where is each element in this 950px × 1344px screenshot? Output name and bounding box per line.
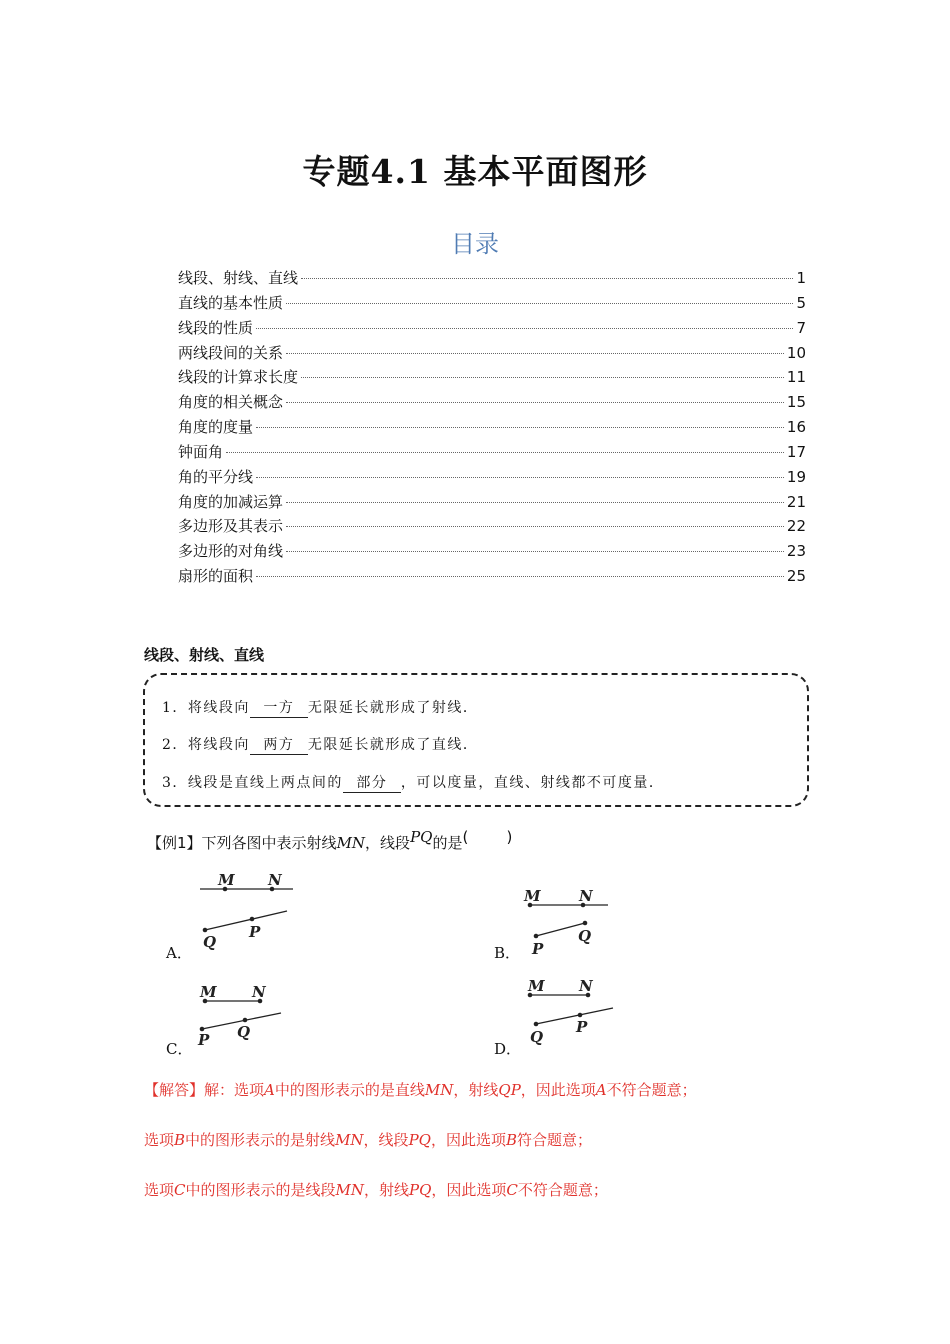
label-q: Q: [237, 1023, 251, 1041]
ray-qp: [205, 911, 287, 930]
table-of-contents: [178, 267, 806, 590]
toc-leader: [286, 353, 784, 354]
point-q: [203, 928, 208, 933]
toc-item-label: 多边形的对角线: [178, 542, 284, 561]
label-q: Q: [530, 1028, 544, 1046]
toc-item[interactable]: [178, 267, 806, 292]
toc-leader: [226, 452, 784, 453]
option-d-figure: [526, 976, 618, 1048]
math-var: MN: [335, 1131, 364, 1149]
point-q: [583, 921, 588, 926]
answer-text: 不符合题意；: [517, 1181, 608, 1199]
knowledge-num: 1．: [162, 700, 188, 716]
label-m: M: [528, 977, 545, 995]
toc-item-label: 直线的基本性质: [178, 293, 284, 312]
toc-item-label: 两线段间的关系: [178, 343, 284, 362]
knowledge-text: ，可以度量，直线、射线都不可度量．: [400, 775, 665, 791]
label-m: M: [218, 871, 235, 889]
toc-item-label: 线段的计算求长度: [178, 368, 299, 387]
toc-item-page: 17: [786, 442, 806, 461]
label-p: P: [532, 940, 544, 958]
label-p: P: [249, 923, 261, 941]
math-var: MN: [336, 834, 366, 852]
knowledge-text: 无限延长就形成了射线．: [307, 700, 479, 716]
answer-line: [144, 1129, 592, 1150]
math-var: A: [264, 1081, 275, 1099]
knowledge-num: 3．: [162, 775, 188, 791]
toc-item-page: 21: [786, 492, 806, 511]
answer-paren: ( ): [462, 828, 513, 846]
answer-text: ，线段: [363, 1131, 409, 1149]
toc-item-label: 扇形的面积: [178, 567, 254, 586]
toc-leader: [301, 278, 793, 279]
toc-item-page: 25: [786, 567, 806, 586]
answer-text: 解：选项: [204, 1081, 265, 1099]
toc-item-label: 角的平分线: [178, 467, 254, 486]
option-d-label[interactable]: D．: [494, 1040, 522, 1058]
answer-text: ，射线: [364, 1181, 410, 1199]
toc-leader: [286, 402, 784, 403]
answer-text: 不符合题意；: [606, 1081, 697, 1099]
answer-text: ，因此选项: [431, 1181, 507, 1199]
label-q: Q: [578, 927, 592, 945]
label-n: N: [252, 983, 266, 1001]
toc-leader: [256, 328, 793, 329]
label-m: M: [524, 887, 541, 905]
toc-item[interactable]: [178, 540, 806, 565]
fill-blank: 一方: [250, 697, 308, 718]
toc-item-label: 角度的相关概念: [178, 393, 284, 412]
math-var: A: [595, 1081, 607, 1099]
point-p: [250, 917, 255, 922]
toc-item-label: 钟面角: [178, 442, 224, 461]
toc-item-page: 19: [786, 467, 806, 486]
answer-text: ，因此选项: [430, 1131, 506, 1149]
knowledge-text: 无限延长就形成了直线．: [307, 737, 479, 753]
knowledge-line: [162, 734, 478, 755]
label-p: P: [576, 1018, 588, 1036]
page-title: 专题4.1 基本平面图形: [302, 152, 648, 191]
knowledge-text: 将线段向: [187, 700, 250, 716]
toc-item-page: 5: [796, 293, 806, 312]
toc-item[interactable]: [178, 317, 806, 342]
toc-item-page: 23: [786, 542, 806, 561]
point-q: [243, 1018, 248, 1023]
toc-item[interactable]: [178, 366, 806, 391]
knowledge-text: 将线段向: [187, 737, 250, 753]
toc-leader: [286, 502, 784, 503]
example-tag: 【例1】: [147, 834, 202, 852]
example-text: ，线段: [365, 834, 411, 852]
math-var: B: [174, 1131, 186, 1149]
fill-blank: 部分: [343, 772, 401, 793]
answer-text: 选项: [144, 1181, 175, 1199]
toc-leader: [256, 576, 784, 577]
option-b-label[interactable]: B．: [494, 944, 521, 962]
answer-line: [144, 1079, 697, 1100]
toc-item-label: 线段的性质: [178, 318, 254, 337]
option-a-figure: [196, 870, 296, 950]
section-heading: 线段、射线、直线: [144, 646, 265, 664]
toc-item[interactable]: [178, 292, 806, 317]
math-var: QP: [498, 1081, 521, 1099]
toc-leader: [286, 551, 784, 552]
toc-leader: [256, 477, 784, 478]
toc-item[interactable]: [178, 515, 806, 540]
math-var: PQ: [410, 828, 433, 846]
math-var: MN: [424, 1081, 454, 1099]
knowledge-line: [162, 772, 664, 793]
answer-text: 符合题意；: [517, 1131, 593, 1149]
toc-leader: [286, 303, 793, 304]
option-c-label[interactable]: C．: [166, 1040, 193, 1058]
answer-text: ，射线: [453, 1081, 499, 1099]
answer-line: [144, 1179, 608, 1200]
answer-text: ，因此选项: [520, 1081, 596, 1099]
math-var: MN: [335, 1181, 364, 1199]
toc-item-page: 11: [786, 368, 806, 387]
label-n: N: [579, 977, 593, 995]
toc-item-label: 线段、射线、直线: [178, 269, 299, 287]
answer-text: 选项: [144, 1131, 175, 1149]
toc-item-label: 角度的度量: [178, 418, 254, 437]
math-var: PQ: [408, 1131, 431, 1149]
knowledge-num: 2．: [162, 737, 188, 753]
toc-item[interactable]: [178, 491, 806, 516]
toc-item-page: 15: [786, 393, 806, 412]
knowledge-text: 线段是直线上两点间的: [187, 775, 343, 791]
toc-heading: 目录: [451, 230, 499, 258]
toc-leader: [301, 377, 784, 378]
answer-text: 中的图形表示的是射线: [185, 1131, 336, 1149]
toc-leader: [286, 526, 784, 527]
toc-item-label: 角度的加减运算: [178, 492, 284, 511]
toc-leader: [256, 427, 784, 428]
ray-qp: [536, 1008, 613, 1024]
label-q: Q: [203, 933, 217, 951]
example-text: 的是: [432, 834, 463, 852]
option-b-figure: [522, 884, 612, 958]
label-n: N: [268, 871, 282, 889]
toc-item[interactable]: [178, 342, 806, 367]
toc-item-page: 1: [796, 269, 806, 287]
knowledge-line: [162, 697, 478, 718]
math-var: PQ: [409, 1181, 432, 1199]
label-m: M: [200, 983, 217, 1001]
toc-item-page: 22: [786, 517, 806, 536]
toc-item-page: 16: [786, 418, 806, 437]
label-p: P: [198, 1031, 210, 1049]
toc-item[interactable]: [178, 416, 806, 441]
example-question: [147, 828, 513, 853]
toc-item-page: 7: [796, 318, 806, 337]
point-q: [534, 1022, 539, 1027]
option-a-label[interactable]: A．: [166, 944, 192, 962]
math-var: C: [174, 1181, 186, 1199]
option-c-figure: [196, 982, 288, 1048]
answer-text: 中的图形表示的是线段: [185, 1181, 336, 1199]
fill-blank: 两方: [250, 734, 308, 755]
toc-item[interactable]: [178, 441, 806, 466]
answer-tag: 【解答】: [144, 1081, 205, 1099]
toc-item-label: 多边形及其表示: [178, 517, 284, 536]
answer-text: 中的图形表示的是直线: [274, 1081, 425, 1099]
toc-item[interactable]: [178, 391, 806, 416]
example-text: 下列各图中表示射线: [201, 834, 337, 852]
toc-item-page: 10: [786, 343, 806, 362]
point-p: [578, 1013, 583, 1018]
math-var: B: [505, 1131, 517, 1149]
label-n: N: [579, 887, 593, 905]
toc-item[interactable]: [178, 466, 806, 491]
math-var: C: [506, 1181, 518, 1199]
point-p: [534, 934, 539, 939]
toc-item[interactable]: [178, 565, 806, 590]
